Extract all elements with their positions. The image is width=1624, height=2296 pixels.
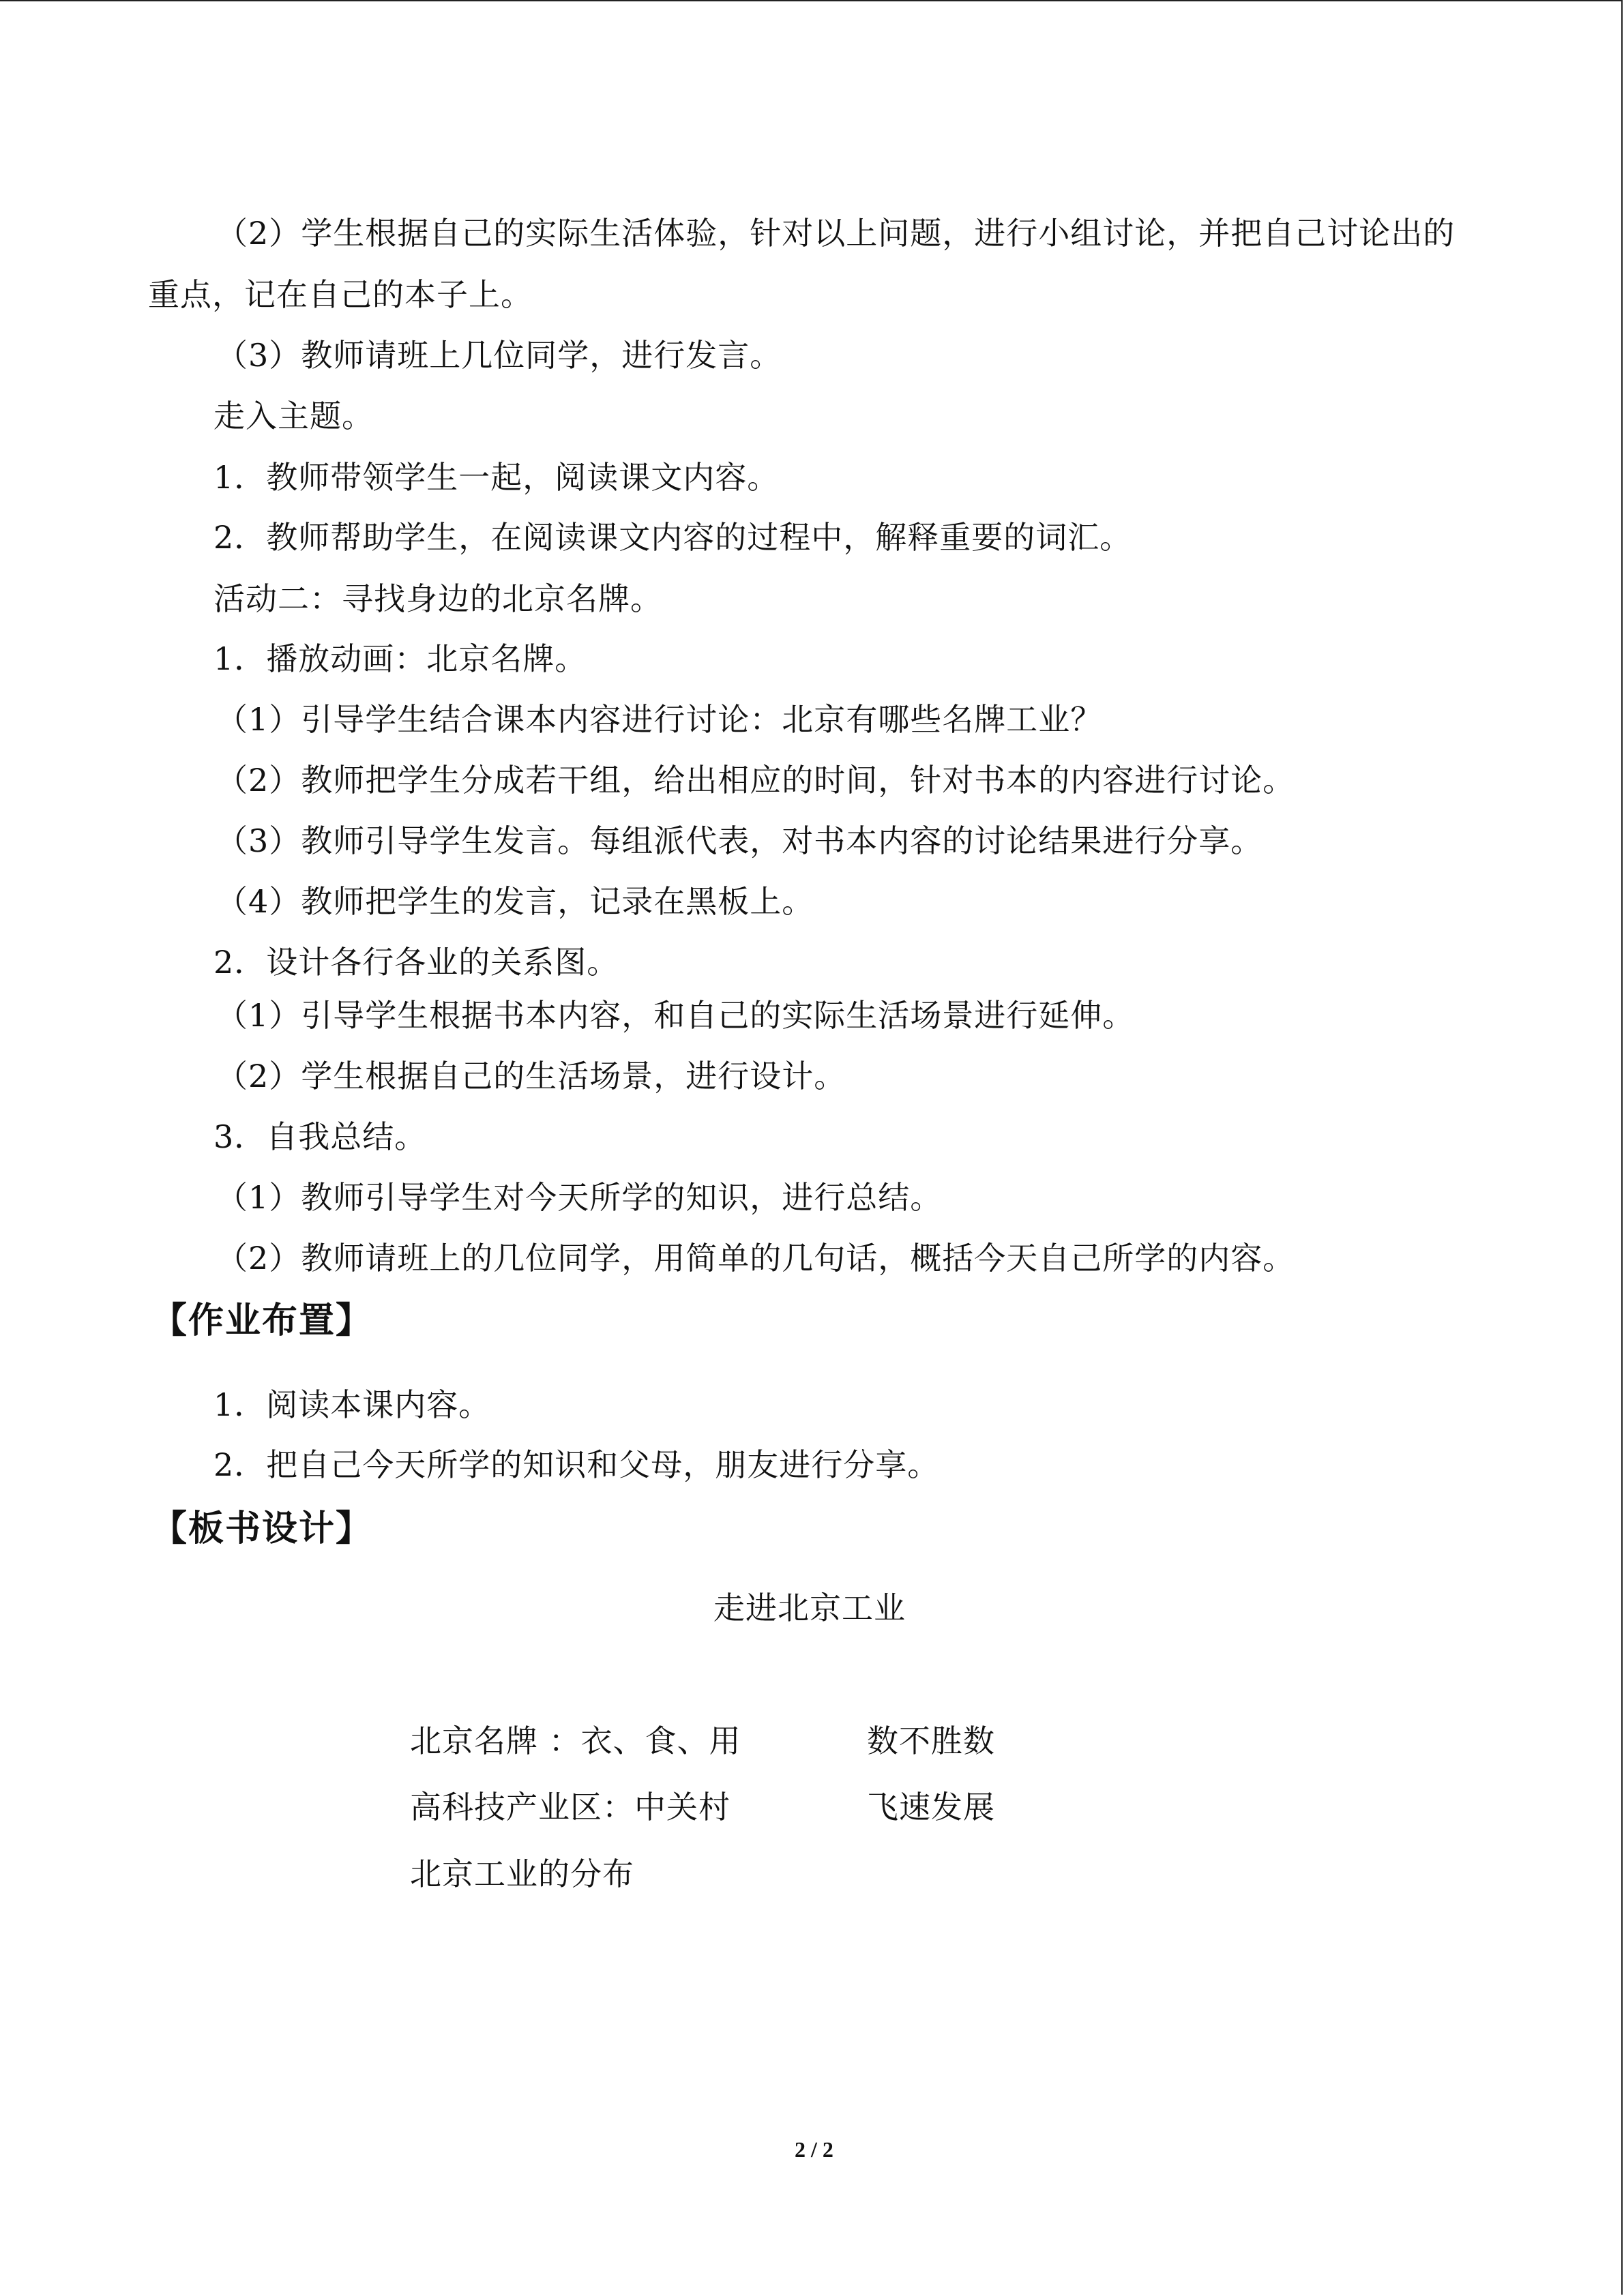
board-row-1-left: 北京名牌 ：衣、食、用	[410, 1723, 741, 1759]
paragraph-13: （1）引导学生根据书本内容，和自己的实际生活场景进行延伸。	[216, 997, 1135, 1034]
homework-heading: 【作业布置】	[151, 1300, 373, 1341]
paragraph-4: 1．教师带领学生一起，阅读课文内容。	[213, 459, 780, 496]
paragraph-12: 2．设计各行各业的关系图。	[213, 944, 619, 981]
paragraph-11: （4）教师把学生的发言，记录在黑板上。	[216, 883, 814, 920]
paragraph-1-continued: 重点，记在自己的本子上。	[148, 276, 533, 313]
paragraph-3: 走入主题。	[213, 398, 374, 434]
board-row-3-left: 北京工业的分布	[410, 1855, 634, 1892]
paragraph-16: （1）教师引导学生对今天所学的知识，进行总结。	[216, 1179, 943, 1216]
board-row-2-right: 飞速发展	[867, 1789, 995, 1825]
page-number: 2 / 2	[795, 2137, 833, 2162]
board-row-1-right: 数不胜数	[867, 1723, 995, 1759]
homework-item-1: 1．阅读本课内容。	[213, 1386, 491, 1423]
paragraph-1: （2）学生根据自己的实际生活体验，针对以上问题，进行小组讨论，并把自己讨论出的	[216, 215, 1456, 252]
paragraph-2: （3）教师请班上几位同学，进行发言。	[216, 337, 782, 374]
paragraph-6: 活动二：寻找身边的北京名牌。	[213, 580, 662, 617]
paragraph-7: 1．播放动画：北京名牌。	[213, 640, 587, 677]
paragraph-17: （2）教师请班上的几位同学，用简单的几句话，概括今天自己所学的内容。	[216, 1240, 1295, 1277]
board-row-2-left: 高科技产业区：中关村	[410, 1789, 730, 1825]
paragraph-14: （2）学生根据自己的生活场景，进行设计。	[216, 1058, 846, 1094]
homework-item-2: 2．把自己今天所学的知识和父母，朋友进行分享。	[213, 1446, 940, 1483]
paragraph-15: 3．自我总结。	[213, 1118, 427, 1155]
board-title: 走进北京工业	[713, 1590, 906, 1626]
paragraph-5: 2．教师帮助学生，在阅读课文内容的过程中，解释重要的词汇。	[213, 519, 1132, 556]
paragraph-9: （2）教师把学生分成若干组，给出相应的时间，针对书本的内容进行讨论。	[216, 762, 1295, 799]
board-heading: 【板书设计】	[151, 1508, 373, 1549]
paragraph-8: （1）引导学生结合课本内容进行讨论：北京有哪些名牌工业？	[216, 701, 1103, 738]
paragraph-10: （3）教师引导学生发言。每组派代表，对书本内容的讨论结果进行分享。	[216, 822, 1263, 859]
